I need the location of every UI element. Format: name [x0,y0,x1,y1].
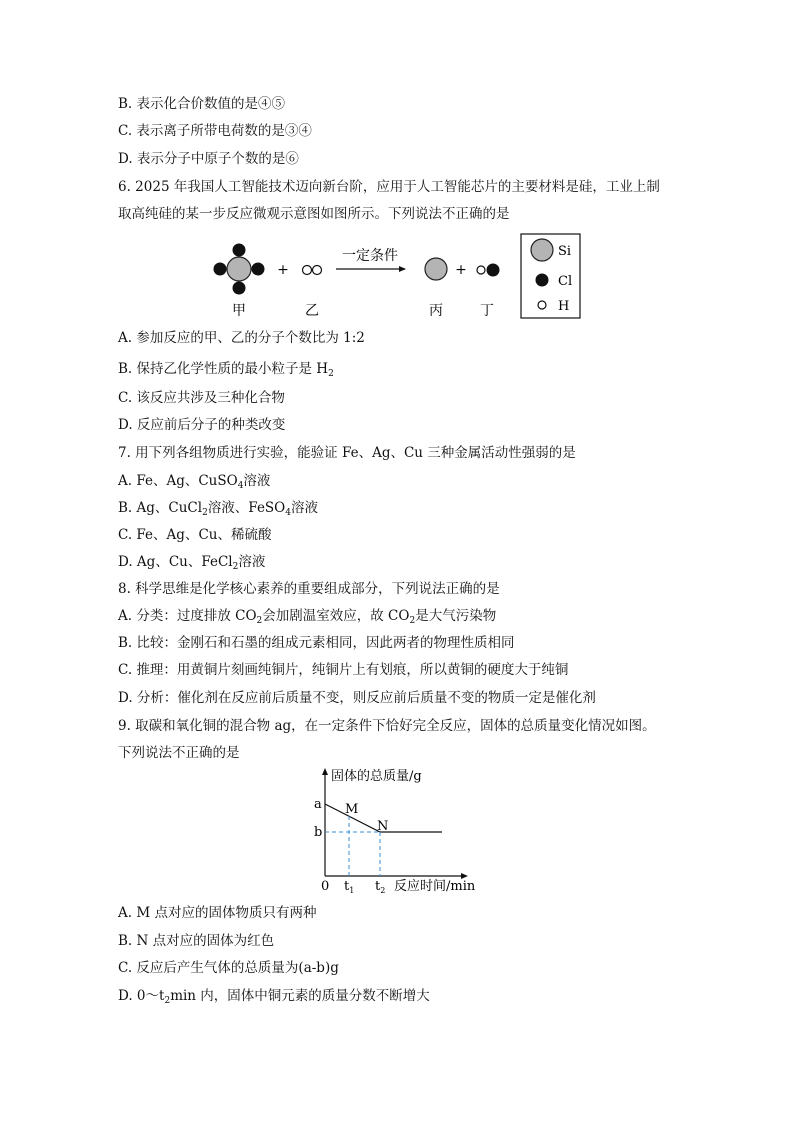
q9-stem-line2: 下列说法不正确的是 [118,745,240,761]
q7-option-d: D. Ag、Cu、FeCl$_2$溶液 [118,554,266,572]
q7-option-c: C. Fe、Ag、Cu、稀硫酸 [118,527,272,543]
q8-option-d: D. 分析：催化剂在反应前后质量不变，则反应前后质量不变的物质一定是催化剂 [118,690,596,706]
x-axis-label: 反应时间/min [394,879,476,894]
q9-option-a: A. M 点对应的固体物质只有两种 [118,905,317,921]
q9-option-b: B. N 点对应的固体为红色 [118,933,275,949]
q7-option-a: A. Fe、Ag、CuSO$_4$溶液 [118,473,271,491]
label-a: a [314,797,322,812]
q6-option-a: A. 参加反应的甲、乙的分子个数比为 1:2 [118,330,365,346]
label-jia: 甲 [232,303,246,319]
q5-option-c: C. 表示离子所带电荷数的是③④ [118,123,312,139]
q8-stem: 8. 科学思维是化学核心素养的重要组成部分，下列说法正确的是 [118,581,500,597]
q6-stem-line2: 取高纯硅的某一步反应微观示意图如图所示。下列说法不正确的是 [118,206,510,222]
molecule-bing [425,258,447,280]
plus-sign-2: + [455,262,467,278]
t1-label: $t_1$ [344,879,355,895]
molecule-ding [477,264,500,277]
atom-legend [521,234,580,318]
q9-stem-line1: 9. 取碳和氧化铜的混合物 ag，在一定条件下恰好完全反应，固体的总质量变化情况如图。 [118,718,656,734]
q8-option-c: C. 推理：用黄铜片刻画纯铜片，纯铜片上有划痕，所以黄铜的硬度大于纯铜 [118,662,569,678]
y-axis-label: 固体的总质量/g [331,769,422,784]
label-yi: 乙 [305,303,319,319]
legend-si: Si [558,244,572,259]
label-bing: 丙 [429,303,443,319]
point-m-label: M [345,802,359,817]
t2-label: $t_2$ [375,879,386,895]
plus-sign-1: + [277,262,289,278]
q8-option-a: A. 分类：过度排放 $CO_2$会加剧温室效应，故 $CO_2$是大气污染物 [118,608,497,626]
legend-cl: Cl [558,274,573,289]
q6-option-b: B. 保持乙化学性质的最小粒子是 $H_2$ [118,361,334,379]
molecule-yi [303,266,322,275]
q5-option-b: B. 表示化合价数值的是④⑤ [118,96,286,112]
point-n-label: N [377,819,389,834]
q7-option-b: B. Ag、CuCl$_2$溶液、FeSO$_4$溶液 [118,500,318,518]
q6-option-c: C. 该反应共涉及三种化合物 [118,390,285,406]
origin-label: 0 [321,879,330,894]
legend-h: H [558,299,570,314]
molecule-jia [214,244,265,295]
q6-stem-line1: 6. 2025 年我国人工智能技术迈向新台阶，应用于人工智能芯片的主要材料是硅，工业上制 [118,179,660,195]
label-ding: 丁 [480,303,494,319]
reaction-condition: 一定条件 [342,248,398,264]
q5-option-d: D. 表示分子中原子个数的是⑥ [118,151,299,167]
q9-mass-time-graph [308,766,493,896]
q6-reaction-diagram [200,232,590,324]
q9-option-d: D. $0\sim t_2\min$ 内，固体中铜元素的质量分数不断增大 [118,988,430,1006]
q6-option-d: D. 反应前后分子的种类改变 [118,417,286,433]
q7-stem: 7. 用下列各组物质进行实验，能验证 Fe、Ag、Cu 三种金属活动性强弱的是 [118,445,576,461]
q8-option-b: B. 比较：金刚石和石墨的组成元素相同，因此两者的物理性质相同 [118,635,515,651]
label-b: b [314,825,323,840]
q9-option-c: C. 反应后产生气体的总质量为(a-b)g [118,960,339,976]
